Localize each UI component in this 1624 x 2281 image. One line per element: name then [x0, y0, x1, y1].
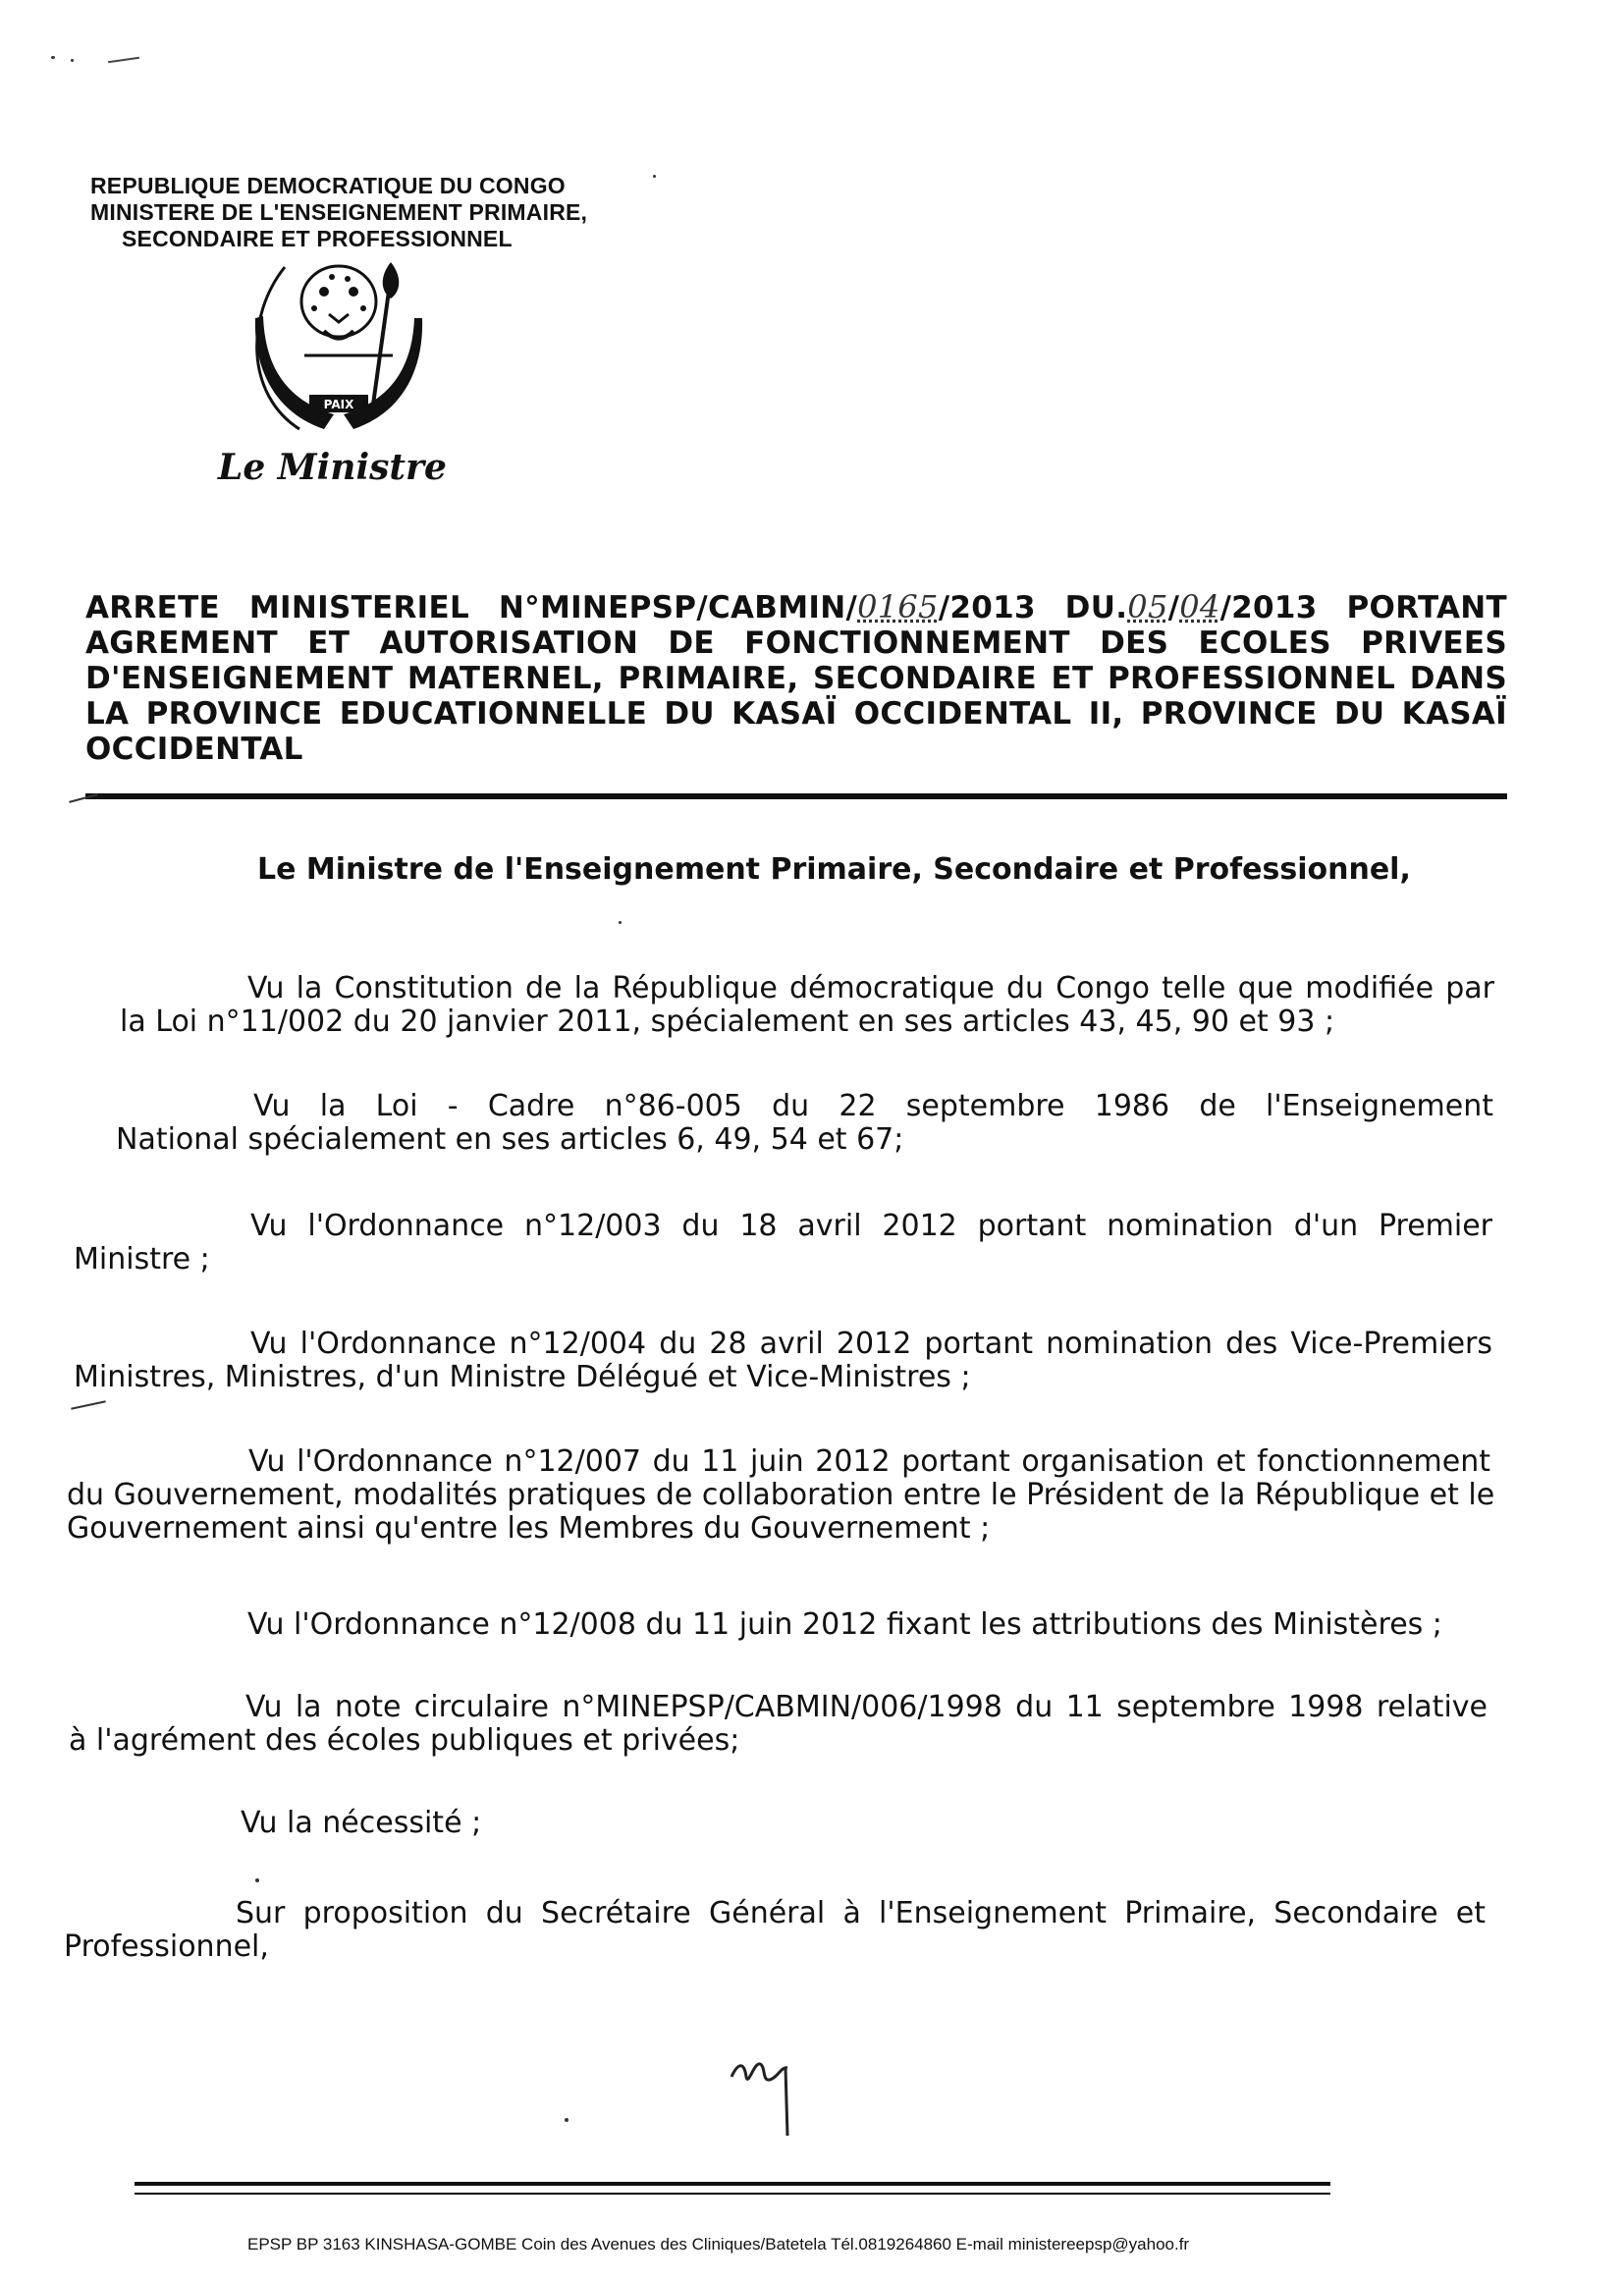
title-sep: /	[1167, 590, 1180, 625]
svg-text:PAIX: PAIX	[323, 398, 354, 411]
considerant-necessite	[241, 1807, 481, 1840]
decree-title-row-4: LA PROVINCE EDUCATIONNELLE DU KASAÏ OCCIDENTAL II, PROVINCE DU KASAÏ	[85, 696, 1507, 732]
scan-speck	[619, 921, 622, 924]
footer-contact: EPSP BP 3163 KINSHASA-GOMBE Coin des Avenues des Cliniques/Batetela Tél.0819264860 E-mail ministereepsp@yahoo.fr	[247, 2235, 1190, 2254]
paragraph-line: Vu la Constitution de la République démocratique du Congo telle que modifiée par	[247, 971, 1494, 1005]
paragraph-line: Vu l'Ordonnance n°12/008 du 11 juin 2012 fixant les attributions des Ministères ;	[247, 1607, 1442, 1642]
scan-mark	[71, 1400, 106, 1409]
considerant-loi-cadre	[116, 1090, 1493, 1157]
paragraph-line: National spécialement en ses articles 6, 49, 54 et 67;	[116, 1122, 904, 1157]
decree-title	[85, 589, 1507, 767]
signature-block-le-ministre: Le Ministre	[218, 447, 447, 488]
considerant-constitution	[120, 972, 1494, 1039]
considerant-attributions	[247, 1608, 1524, 1642]
title-mid: /2013 DU.	[938, 590, 1128, 625]
handwritten-decree-number: 0165	[857, 588, 939, 625]
paragraph-line: Ministres, Ministres, d'un Ministre Délégué et Vice-Ministres ;	[74, 1360, 971, 1394]
header-ministry: MINISTERE DE L'ENSEIGNEMENT PRIMAIRE,	[90, 199, 588, 225]
considerant-premier-ministre	[74, 1210, 1492, 1276]
paragraph-line: à l'agrément des écoles publiques et privées;	[69, 1723, 740, 1758]
paragraph-line: Gouvernement ainsi qu'entre les Membres du Gouvernement ;	[67, 1511, 991, 1546]
handwritten-initials	[727, 2052, 815, 2141]
considerant-proposition	[64, 1897, 1486, 1964]
paragraph-line: Vu la note circulaire n°MINEPSP/CABMIN/006/1998 du 11 septembre 1998 relative	[245, 1690, 1488, 1724]
coat-of-arms-emblem	[226, 257, 452, 454]
paragraph-line: du Gouvernement, modalités pratiques de collaboration entre le Président de la République et le	[67, 1478, 1495, 1512]
scan-speck	[653, 175, 656, 178]
scan-speck	[255, 1878, 259, 1882]
paragraph-line: Vu l'Ordonnance n°12/007 du 11 juin 2012 portant organisation et fonctionnement	[248, 1444, 1490, 1479]
handwritten-day: 05	[1127, 588, 1168, 625]
paragraph-line: Vu la Loi - Cadre n°86-005 du 22 septembre 1986 de l'Enseignement	[253, 1089, 1493, 1123]
decree-title-row-1	[85, 589, 1507, 625]
header-republic: REPUBLIQUE DEMOCRATIQUE DU CONGO	[90, 173, 566, 198]
paragraph-line: Vu la nécessité ;	[241, 1806, 482, 1840]
considerant-note-circulaire	[69, 1691, 1488, 1758]
scan-mark	[108, 57, 139, 63]
scan-speck	[51, 56, 55, 59]
decree-title-row-2: AGREMENT ET AUTORISATION DE FONCTIONNEMENT DES ECOLES PRIVEES	[85, 625, 1507, 661]
title-divider-rule	[85, 793, 1507, 799]
title-suffix: /2013 PORTANT	[1219, 590, 1508, 625]
decree-title-row-3: D'ENSEIGNEMENT MATERNEL, PRIMAIRE, SECONDAIRE ET PROFESSIONNEL DANS	[85, 661, 1507, 696]
paragraph-line: Vu l'Ordonnance n°12/003 du 18 avril 2012 portant nomination d'un Premier	[250, 1209, 1492, 1243]
scan-speck	[565, 2118, 568, 2122]
scan-speck	[71, 59, 74, 62]
header-ministry-cont: SECONDAIRE ET PROFESSIONNEL	[122, 226, 513, 251]
paragraph-line: Professionnel,	[64, 1929, 269, 1964]
considerant-gouvernement	[67, 1444, 1495, 1546]
footer-rule-top	[135, 2182, 1330, 2186]
minister-heading: Le Ministre de l'Enseignement Primaire, Secondaire et Professionnel,	[257, 852, 1411, 887]
paragraph-line: la Loi n°11/002 du 20 janvier 2011, spécialement en ses articles 43, 45, 90 et 93 ;	[120, 1005, 1335, 1039]
paragraph-line: Sur proposition du Secrétaire Général à l'Enseignement Primaire, Secondaire et	[236, 1896, 1486, 1930]
footer-rule-bottom	[135, 2193, 1330, 2195]
decree-title-row-5: OCCIDENTAL	[85, 732, 303, 767]
paragraph-line: Vu l'Ordonnance n°12/004 du 28 avril 2012 portant nomination des Vice-Premiers	[250, 1327, 1492, 1361]
considerant-vice-premiers	[74, 1328, 1492, 1394]
paragraph-line: Ministre ;	[74, 1242, 210, 1276]
handwritten-month: 04	[1179, 588, 1220, 625]
title-prefix: ARRETE MINISTERIEL N°MINEPSP/CABMIN/	[85, 590, 858, 625]
